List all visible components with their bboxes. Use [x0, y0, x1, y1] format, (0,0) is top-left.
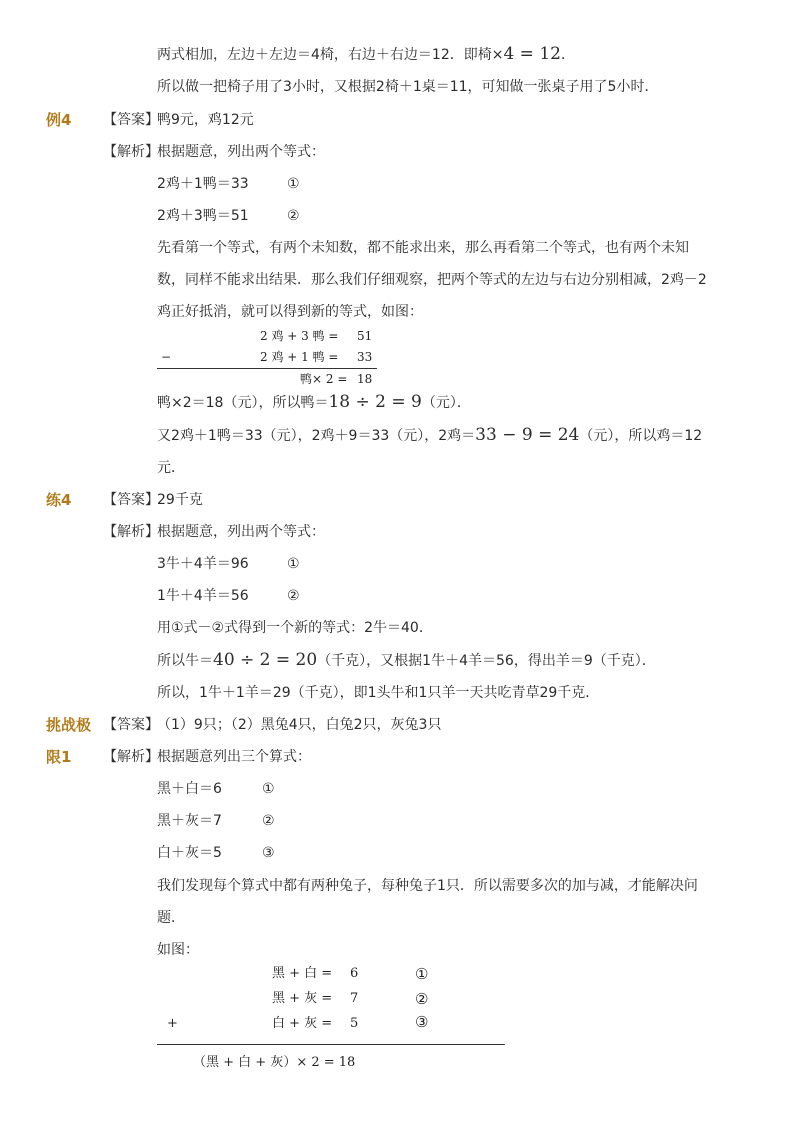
figure-row-1-right: 51: [357, 329, 373, 343]
practice-4-equation-1: 3牛＋4羊＝96: [157, 556, 249, 572]
figure-divider-line: [157, 1044, 505, 1045]
example-4-result-3: 元．: [157, 460, 185, 476]
example-4-paragraph-1: 先看第一个等式，有两个未知数，都不能求出来，那么再看第二个等式，也有两个未知: [157, 240, 689, 256]
equation-2-marker: ②: [262, 813, 275, 829]
equation-1-marker: ①: [287, 556, 300, 572]
figure-divider-line: [157, 368, 377, 369]
practice-4-analysis-intro: 根据题意，列出两个等式：: [157, 524, 325, 540]
equation-1-marker: ①: [287, 176, 300, 192]
analysis-label: 【解析】: [103, 144, 159, 160]
challenge-tag-line-1: 挑战极: [46, 716, 92, 734]
example-4-equation-1: 2鸡＋1鸭＝33: [157, 176, 249, 192]
challenge-figure-label: 如图：: [157, 942, 199, 958]
line-2-rest: （千克），又根据1牛＋4羊＝56，得出羊＝9（千克）．: [317, 653, 656, 669]
figure-row-2-marker: ②: [415, 990, 429, 1008]
challenge-analysis-intro: 根据题意列出三个算式：: [157, 749, 311, 765]
result-2-math: 33 − 9 = 24: [475, 425, 580, 445]
figure-row-2-right: 33: [357, 350, 373, 364]
challenge-equation-3: 白＋灰＝5: [157, 845, 222, 861]
figure-result: （黑 + 白 + 灰）× 2 = 18: [193, 1055, 356, 1070]
challenge-equation-1: 黑＋白＝6: [157, 781, 222, 797]
line-2-text: 所以牛＝: [157, 653, 213, 669]
figure-minus-sign: −: [161, 350, 172, 364]
intro-line-1-text: 两式相加，左边＋左边＝4椅，右边＋右边＝12．即椅×: [157, 47, 504, 63]
equation-2-marker: ②: [287, 208, 300, 224]
result-2-unit: （元），所以鸡＝12: [579, 428, 703, 444]
figure-row-3-marker: ③: [415, 1013, 429, 1031]
example-4-tag: 例4: [46, 111, 72, 129]
equation-2-marker: ②: [287, 588, 300, 604]
challenge-answer: （1）9只；（2）黑兔4只，白兔2只，灰兔3只: [157, 717, 442, 733]
result-1-text: 鸭×2＝18（元），所以鸭＝: [157, 395, 329, 411]
equation-1-marker: ①: [262, 781, 275, 797]
practice-4-tag: 练4: [46, 491, 72, 509]
example-4-result-2: [157, 425, 702, 446]
example-4-result-1: [157, 392, 471, 413]
challenge-tag-line-2: 限1: [46, 748, 72, 766]
figure-row-1-value: 6: [350, 966, 359, 981]
analysis-label: 【解析】: [103, 524, 159, 540]
intro-line-2: 所以做一把椅子用了3小时，又根据2椅＋1桌＝11，可知做一张桌子用了5小时．: [157, 79, 659, 95]
practice-4-line-2: [157, 650, 656, 671]
example-4-equation-2: 2鸡＋3鸭＝51: [157, 208, 249, 224]
practice-4-line-1: 用①式－②式得到一个新的等式：2牛＝40．: [157, 620, 433, 636]
result-1-math: 18 ÷ 2 = 9: [328, 392, 422, 412]
figure-row-3-left: 鸭× 2 =: [300, 372, 348, 386]
answer-label: 【答案】: [103, 717, 159, 733]
result-2-text: 又2鸡＋1鸭＝33（元），2鸡＋9＝33（元），2鸡＝: [157, 428, 476, 444]
figure-row-1-marker: ①: [415, 965, 429, 983]
figure-row-1-left: 2 鸡 + 3 鸭 =: [260, 329, 339, 343]
figure-row-2-value: 7: [350, 991, 359, 1006]
practice-4-answer: 29千克: [157, 492, 203, 508]
intro-line-1: [157, 44, 575, 65]
challenge-equation-2: 黑＋灰＝7: [157, 813, 222, 829]
practice-4-line-3: 所以，1牛＋1羊＝29（千克），即1头牛和1只羊一天共吃青草29千克．: [157, 685, 600, 701]
result-1-unit: （元）．: [421, 395, 471, 411]
challenge-paragraph-1: 我们发现每个算式中都有两种兔子，每种兔子1只．所以需要多次的加与减，才能解决问: [157, 878, 698, 894]
intro-line-1-math: 4 = 12: [503, 44, 561, 64]
equation-3-marker: ③: [262, 845, 275, 861]
line-2-math: 40 ÷ 2 = 20: [213, 650, 318, 670]
example-4-analysis-intro: 根据题意，列出两个等式：: [157, 144, 325, 160]
figure-row-2-left: 2 鸡 + 1 鸭 =: [260, 350, 339, 364]
intro-line-1-end: ．: [560, 47, 575, 63]
answer-label: 【答案】: [103, 492, 159, 508]
figure-row-3-value: 5: [350, 1016, 359, 1031]
figure-row-1-left: 黑 + 白 =: [272, 966, 333, 981]
figure-plus-sign: +: [167, 1016, 178, 1031]
practice-4-equation-2: 1牛＋4羊＝56: [157, 588, 249, 604]
analysis-label: 【解析】: [103, 749, 159, 765]
challenge-paragraph-2: 题．: [157, 910, 185, 926]
figure-row-3-right: 18: [357, 372, 373, 386]
figure-row-3-left: 白 + 灰 =: [272, 1016, 333, 1031]
figure-row-2-left: 黑 + 灰 =: [272, 991, 333, 1006]
example-4-paragraph-3: 鸡正好抵消，就可以得到新的等式，如图：: [157, 304, 423, 320]
answer-label: 【答案】: [103, 112, 159, 128]
example-4-paragraph-2: 数，同样不能求出结果．那么我们仔细观察，把两个等式的左边与右边分别相减，2鸡－2: [157, 272, 707, 288]
example-4-answer: 鸭9元，鸡12元: [157, 112, 254, 128]
